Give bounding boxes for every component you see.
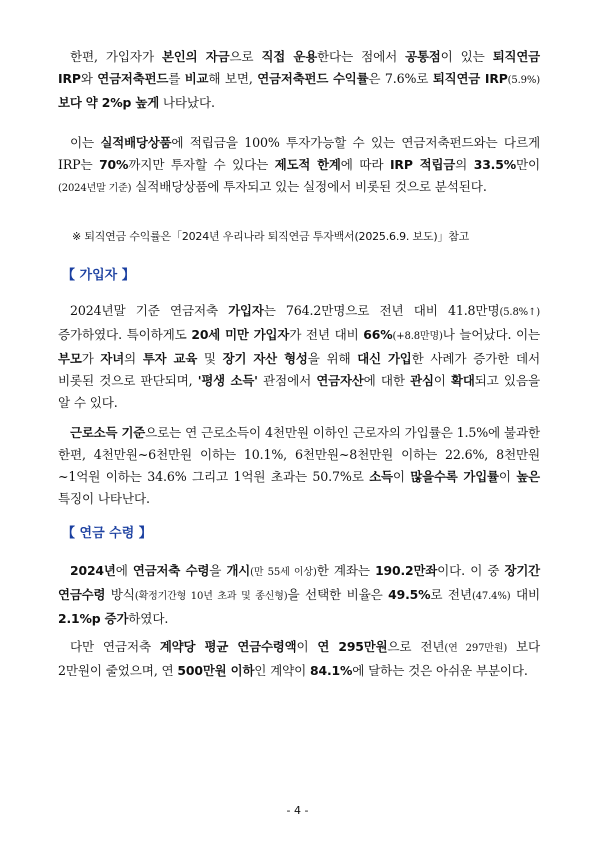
- emphasis: 자녀: [100, 351, 125, 366]
- emphasis: 확대: [451, 373, 475, 388]
- text: 에 달하는 것은 아쉬운 부분이다.: [352, 663, 528, 678]
- text: 에 따라: [340, 157, 390, 172]
- small-note: (확정기간형 10년 초과 및 종신형): [134, 591, 288, 602]
- emphasis: 연금저축펀드 수익률: [257, 71, 369, 86]
- text: 증가하였다. 특이하게도: [58, 327, 192, 342]
- paragraph-receipt-start: [58, 560, 540, 630]
- emphasis: 높은: [516, 469, 540, 484]
- text: 실적배당상품에 투자되고 있는 실정에서 비롯된 것으로 분석된다.: [131, 179, 487, 194]
- small-note: (5.8%↑): [499, 307, 540, 318]
- text: 까지만 투자할 수 있다는: [128, 157, 275, 172]
- emphasis: 66%: [363, 327, 393, 342]
- text: 한 계좌는: [316, 563, 376, 578]
- emphasis: 비교: [184, 71, 209, 86]
- text: 한다는 점에서: [317, 49, 406, 64]
- paragraph-income-basis: [58, 422, 540, 510]
- emphasis: 84.1%: [310, 663, 353, 678]
- text: 이: [498, 469, 517, 484]
- paragraph-irp-comparison: [58, 46, 540, 114]
- text: 특징이 나타난다.: [58, 491, 150, 506]
- small-note: (만 55세 이상): [250, 567, 317, 578]
- text: 가: [81, 351, 101, 366]
- text: 이: [433, 373, 452, 388]
- emphasis: 계약당 평균 연금수령액: [159, 639, 297, 654]
- text: 의: [124, 351, 143, 366]
- small-note: (47.4%): [471, 591, 511, 602]
- text: 의: [455, 157, 474, 172]
- text: 에 적립금을 100% 투자가능할 수 있는 연금저축펀드와는 다르게 IRP는: [58, 135, 540, 172]
- emphasis: 실적배당상품: [100, 135, 172, 150]
- text: 한 사례가 증가한 데서 비롯된 것으로 판단되며,: [58, 351, 540, 388]
- emphasis: 2024년: [70, 563, 116, 578]
- text: 한편, 가입자가: [70, 49, 162, 64]
- text: 를: [168, 71, 185, 86]
- text: 가 전년 대비: [289, 327, 364, 342]
- emphasis: 퇴직연금 IRP: [432, 71, 508, 86]
- emphasis: 퇴직연금 IRP: [58, 49, 540, 86]
- emphasis: 가입자: [228, 303, 264, 318]
- section-heading-pension-receipt: 【 연금 수령 】: [62, 526, 152, 541]
- emphasis: IRP 적립금: [389, 157, 456, 172]
- text: 2024년말 기준 연금저축: [70, 303, 229, 318]
- emphasis: 연금저축 수령: [132, 563, 210, 578]
- text: 되고 있음을 알 수 있다.: [58, 373, 540, 410]
- paragraph-irp-limit: [58, 132, 540, 200]
- text: 보다 2만원이 줄었으며, 연: [58, 639, 541, 678]
- emphasis: 연금자산: [316, 373, 364, 388]
- text: 는 764.2만명으로 전년 대비 41.8만명: [263, 303, 500, 318]
- emphasis: 500만원 이하: [177, 663, 255, 678]
- text: 으로는 연 근로소득이 4천만원 이하인 근로자의 가입률은 1.5%에 불과한 한편, 4천만원~6천만원 이하는 10.1%, 6천만원~8천만원 이하는 22.6%, 8천만원~1억원 이하는 34.6% 그리고 1억원 초과는 50.7%로: [58, 425, 540, 484]
- text: 으로: [229, 49, 262, 64]
- emphasis: 장기간 연금수령: [58, 563, 540, 602]
- text: 인 계약이: [254, 663, 311, 678]
- emphasis: 공통점: [405, 49, 441, 64]
- text: 을: [209, 563, 227, 578]
- emphasis: 대신 가입: [357, 351, 412, 366]
- emphasis: 보다 약 2%p 높게: [58, 95, 160, 110]
- emphasis: 장기 자산 형성: [222, 351, 308, 366]
- text: 하였다.: [128, 611, 169, 626]
- emphasis: 많을수록 가입률: [410, 469, 499, 484]
- text: 은 7.6%로: [368, 71, 433, 86]
- text: 만이: [515, 157, 540, 172]
- small-note: (연 297만원): [444, 643, 508, 654]
- text: 와: [80, 71, 98, 86]
- emphasis: 본인의 자금: [161, 49, 230, 64]
- small-note: (5.9%): [507, 75, 540, 86]
- page-number: - 4 -: [286, 804, 309, 817]
- emphasis: 부모: [58, 351, 82, 366]
- text: 에 대한: [363, 373, 411, 388]
- paragraph-subscribers: [58, 300, 540, 414]
- emphasis: '평생 소득': [197, 373, 258, 388]
- text: 을 위해: [307, 351, 358, 366]
- emphasis: 33.5%: [473, 157, 516, 172]
- text: 으로 전년: [387, 639, 445, 654]
- text: 이 있는: [440, 49, 493, 64]
- text: 대비: [510, 587, 540, 602]
- emphasis: 70%: [99, 157, 129, 172]
- text: 나 늘어났다. 이는: [442, 327, 541, 342]
- emphasis: 투자 교육: [142, 351, 198, 366]
- emphasis: 개시: [226, 563, 251, 578]
- text: 이는: [70, 135, 101, 150]
- section-heading-subscribers: 【 가입자 】: [62, 268, 135, 283]
- text: 을 선택한 비율은: [287, 587, 389, 602]
- emphasis: 2.1%p 증가: [58, 611, 129, 626]
- reference-note: ※ 퇴직연금 수익률은「2024년 우리나라 퇴직연금 투자백서(2025.6.9. 보도)」참고: [72, 230, 470, 243]
- emphasis: 제도적 한계: [274, 157, 341, 172]
- text: 방식: [105, 587, 135, 602]
- emphasis: 소득: [369, 469, 393, 484]
- small-note: (2024년말 기준): [58, 183, 132, 194]
- text: 해 보면,: [208, 71, 258, 86]
- emphasis: 190.2만좌: [375, 563, 438, 578]
- emphasis: 20세 미만 가입자: [191, 327, 290, 342]
- paragraph-average-receipt: [58, 636, 540, 682]
- text: 이: [392, 469, 411, 484]
- emphasis: 49.5%: [388, 587, 431, 602]
- text: 관점에서: [257, 373, 317, 388]
- text: 로 전년: [430, 587, 472, 602]
- text: 이다. 이 중: [437, 563, 505, 578]
- text: 나타났다.: [159, 95, 215, 110]
- emphasis: 연금저축펀드: [97, 71, 169, 86]
- emphasis: 관심: [410, 373, 434, 388]
- emphasis: 직접 운용: [261, 49, 318, 64]
- text: 이: [296, 639, 318, 654]
- emphasis: 근로소득 기준: [70, 425, 146, 440]
- text: 다만 연금저축: [70, 639, 160, 654]
- text: 및: [197, 351, 223, 366]
- emphasis: 연 295만원: [317, 639, 388, 654]
- text: 에: [115, 563, 133, 578]
- small-note: (+8.8만명): [392, 331, 443, 342]
